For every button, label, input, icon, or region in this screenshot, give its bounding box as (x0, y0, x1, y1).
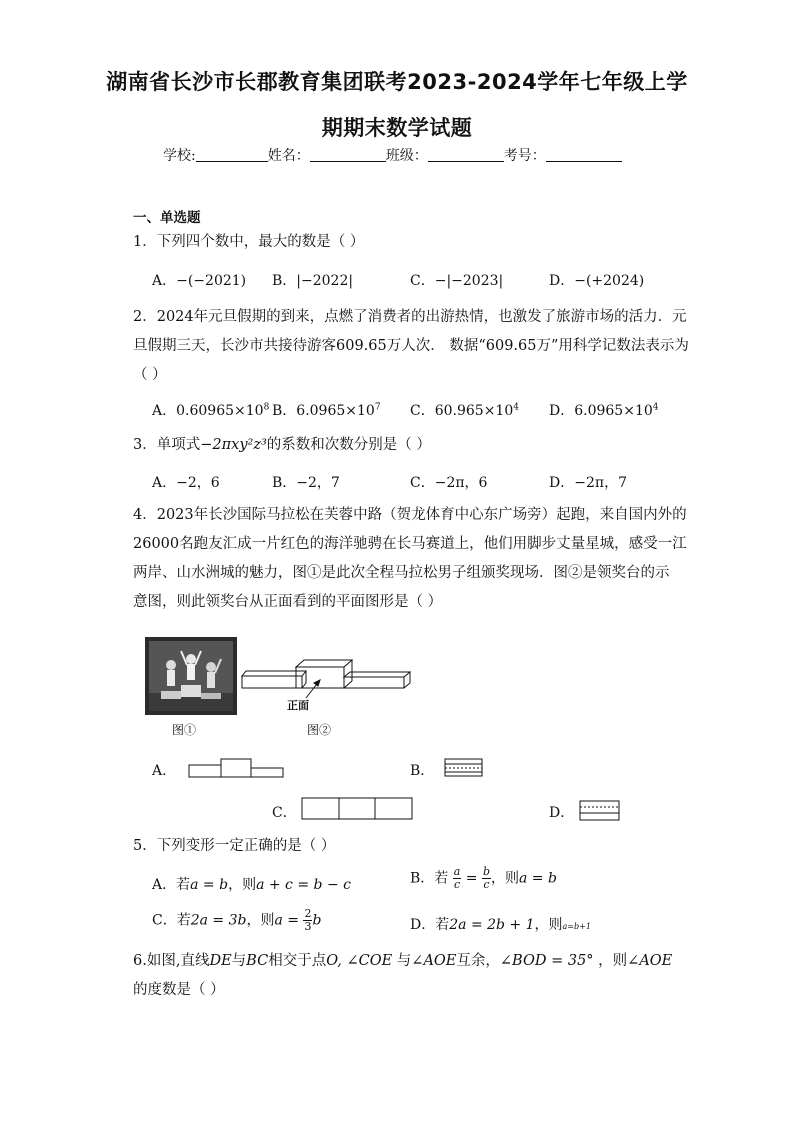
q3-option-a: A．−2，6 (152, 475, 220, 491)
q5-stem: 5．下列变形一定正确的是（ ） (133, 838, 336, 854)
q2-option-b: B．$6.0965\times 10^7$ (272, 402, 381, 419)
q4-option-d-figure (579, 800, 621, 822)
q4-option-a: A． (152, 763, 177, 779)
front-view-label: 正面 (287, 699, 309, 712)
q4-option-b: B． (410, 763, 435, 779)
q4-stem (133, 501, 693, 617)
fig2-label: 图② (307, 723, 332, 737)
q4-option-d: D． (549, 805, 575, 821)
school-label: 学校: (163, 148, 196, 164)
name-label: 姓名： (267, 148, 310, 164)
class-blank[interactable] (428, 147, 504, 162)
name-blank[interactable] (310, 147, 386, 162)
q4-line4: 意图，则此领奖台从正面看到的平面图形是（ ） (133, 594, 443, 610)
q2-option-c: C．$60.965\times 10^4$ (410, 402, 519, 419)
q6-line2: 的度数是（ ） (133, 982, 225, 998)
q4-option-a-figure (188, 758, 284, 778)
award-photo-figure (145, 637, 237, 715)
q1-option-a: A．−(−2021) (152, 273, 247, 289)
q3-option-c: C．−2π，6 (410, 475, 488, 491)
q4-line1: 4．2023年长沙国际马拉松在芙蓉中路（贺龙体育中心东广场旁）起跑，来自国内外的 (133, 507, 687, 523)
exam-no-label: 考号： (503, 148, 546, 164)
q6-line1: 6.如图,直线DE与BC相交于点O, ∠COE 与∠AOE互余，∠BOD = 35° ，则∠AOE (133, 953, 673, 969)
q5-option-c: C．若2a = 3b，则a = $\frac{2}{3}$ b (152, 907, 322, 933)
q2-line2: 旦假期三天，长沙市共接待游客609.65万人次． 数据“609.65万”用科学记数法表示为 (133, 338, 689, 354)
q1-option-c: C．−|−2023| (410, 273, 504, 289)
q3-monomial: −2πxy²z³ (200, 437, 267, 453)
q3-option-d: D．−2π，7 (549, 475, 627, 491)
q4-option-c: C． (272, 805, 297, 821)
student-info-row (163, 145, 622, 165)
q2-option-d: D．$6.0965\times 10^4$ (549, 402, 659, 419)
exam-no-blank[interactable] (546, 147, 622, 162)
school-blank[interactable] (196, 147, 268, 162)
page-title-line2: 期期末数学试题 (321, 116, 473, 140)
podium-schematic-figure (240, 658, 412, 710)
q2-line1: 2．2024年元旦假期的到来，点燃了消费者的出游热情，也激发了旅游市场的活力．元 (133, 309, 687, 325)
q4-option-c-figure (301, 797, 413, 821)
q2-option-a: A．$0.60965\times 10^8$ (152, 402, 270, 419)
q2-line3: （ ） (133, 367, 167, 383)
class-label: 班级： (385, 148, 428, 164)
fig1-label: 图① (172, 723, 197, 737)
q4-line3: 两岸、山水洲城的魅力，图①是此次全程马拉松男子组颁奖现场．图②是领奖台的示 (133, 565, 670, 581)
q5-option-a: A．若a = b，则a + c = b − c (152, 877, 351, 893)
section-heading: 一、单选题 (133, 210, 201, 226)
q1-option-b: B．|−2022| (272, 273, 354, 289)
q2-stem (133, 303, 693, 390)
page-title-line1: 湖南省长沙市长郡教育集团联考2023-2024学年七年级上学 (106, 70, 688, 94)
q5-option-b: B．若 $\frac{a}{c}$ = $\frac{b}{c}$ ，则a = b (410, 865, 557, 891)
q3-option-b: B．−2，7 (272, 475, 340, 491)
q5-option-d: D．若2a = 2b + 1，则a=b+1 (410, 917, 591, 933)
q3-stem: 3．单项式−2πxy²z³的系数和次数分别是（ ） (133, 437, 431, 453)
q1-stem: 1．下列四个数中，最大的数是（ ） (133, 234, 365, 250)
q4-option-b-figure (444, 758, 484, 778)
q4-line2: 26000名跑友汇成一片红色的海洋驰骋在长马赛道上，他们用脚步丈量星城，感受一江 (133, 536, 687, 552)
q6-stem (133, 947, 673, 1005)
q1-option-d: D．−(+2024) (549, 273, 645, 289)
